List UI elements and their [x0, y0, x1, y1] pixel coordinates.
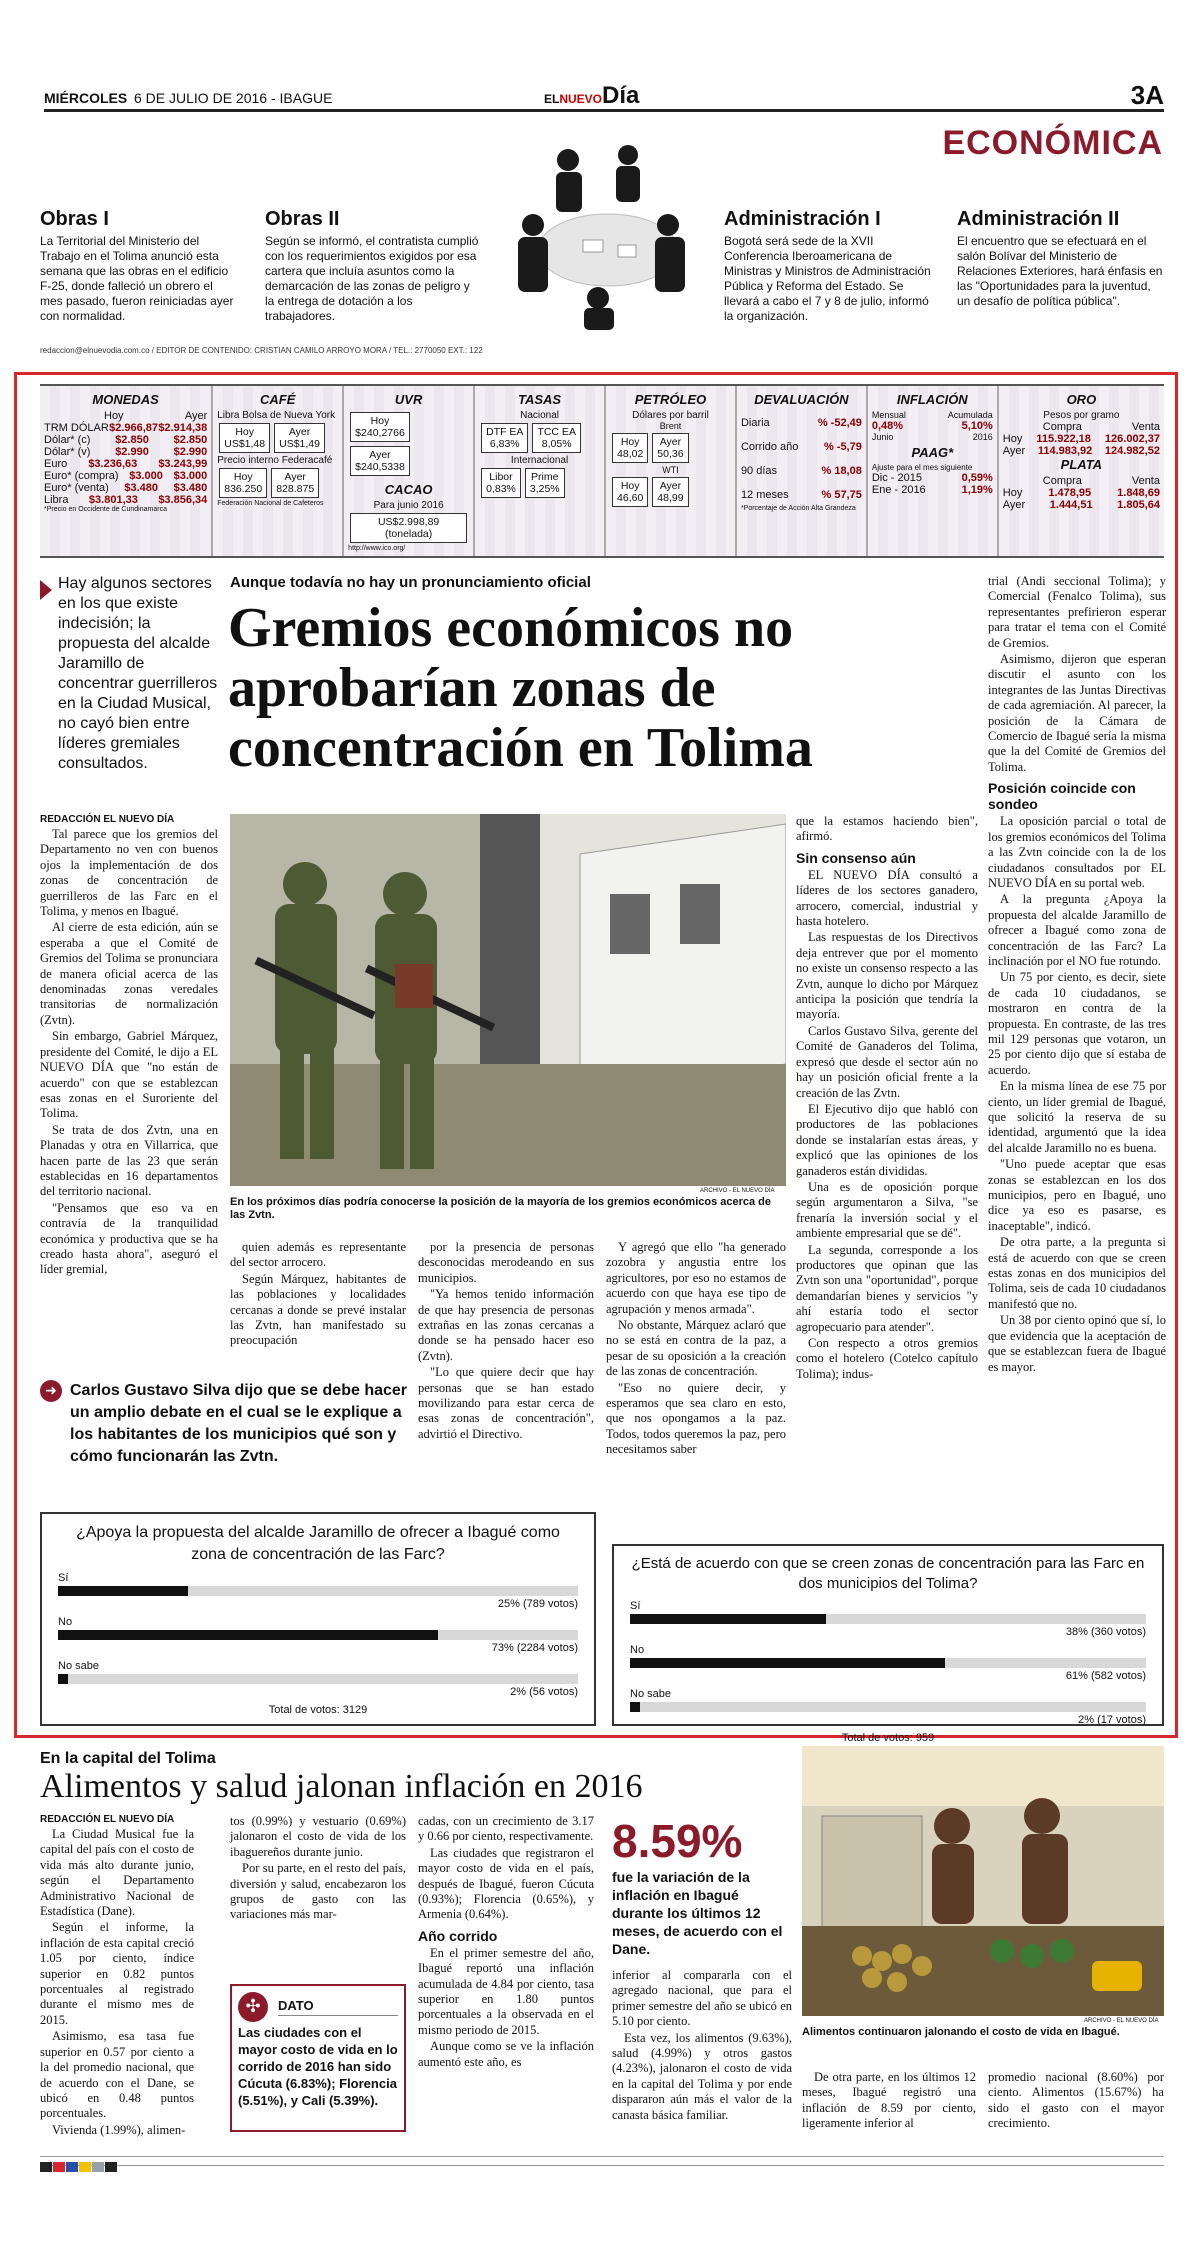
ticker-inflacion: INFLACIÓN Mensual Acumulada 0,48% 5,10% Junio 2016 PAAG* Ajuste para el mes siguiente Dic - 2015 0,59% Ene - 2016 1,19%: [868, 386, 999, 556]
market-photo-caption: Alimentos continuaron jalonando el costo de vida en Ibagué.: [802, 2026, 1120, 2038]
quote-arrow-icon: [40, 580, 52, 600]
arrow-circle-icon: ➜: [40, 1380, 62, 1402]
article2-kicker: En la capital del Tolima: [40, 1750, 216, 1767]
brief-obras-1: Obras I La Territorial del Ministerio del Trabajo en el Tolima anunció esta semana que las obras en el edificio F-25, donde falleció un obrero el mes pasado, fueron reiniciadas ayer con normalidad.: [40, 208, 234, 323]
subhead-ano-corrido: Año corrido: [418, 1927, 498, 1944]
meeting-photo: [498, 130, 708, 330]
poll2-bar-no: [630, 1658, 945, 1668]
quote-box: ➜ Carlos Gustavo Silva dijo que se debe hacer un amplio debate en el cual se le explique a los habitantes de los municipios qué son y cómo funcionarán las Zvtn.: [40, 1380, 410, 1468]
pull-quote: Hay algunos sectores en los que existe indecisión; la propuesta del alcalde Jaramillo de concentrar guerrilleros en la Ciudad Musical, no cayó bien entre líderes gremiales consultados.: [40, 574, 218, 774]
subhead-posicion: Posición coincide con sondeo: [988, 780, 1136, 813]
article-col-2: quien además es representante del sector arrocero. Según Márquez, habitantes de las poblaciones y localidades cercanas a donde se prevé instalar las Zvtn, han manifestado su preocupación: [230, 1240, 406, 1348]
article-col-1: REDACCIÓN EL NUEVO DÍA Tal parece que los gremios del Departamento no ven con buenos ojos la implementación de dos zonas de concentración de guerrilleros de las Farc en el Tolima, y menos en Ibagué. Al cierre de esta edición, aún se esperaba a que el Comité de Gremios del Tolima se pronunciara de manera oficial acerca de las denominadas zonas veredales transitorias de normalización (Zvtn). Sin embargo, Gabriel Márquez, presidente del Comité, le dijo a EL NUEVO DÍA que "no están de acuerdo" con que se establezcan esas zonas en el Suroriente del Tolima. Se trata de dos Zvtn, una en Planadas y otra en Villarrica, que hacen parte de las 23 que serán establecidas en 16 departamentos del territorio nacional. "Pensamos que eso va en contravía de la tranquilidad económica y productiva que se ha creado hasta ahora", aseguró el líder gremial,: [40, 814, 218, 1277]
ticker-devaluacion: DEVALUACIÓN Diaria % -52,49 Corrido año % -5,79 90 días % 18,08 12 meses % 57,75 *Porcentaje de Acción Alta Grandeza: [737, 386, 868, 556]
photo-caption: En los próximos días podría conocerse la posición de la mayoría de los gremios económicos acerca de las Zvtn.: [230, 1196, 772, 1221]
dato-icon: ✣: [238, 1992, 268, 2022]
ticker-cafe: CAFÉ Libra Bolsa de Nueva York Hoy US$1,48Ayer US$1,49 Precio interno Federacafé Hoy 836.250Ayer 828.875 Federación Nacional de Cafeteros: [213, 386, 344, 556]
article2-col-5: De otra parte, en los últimos 12 meses, Ibagué registró una inflación de 8.59 por ciento, ligeramente inferior al: [802, 2070, 976, 2131]
market-photo-credit: ARCHIVO - EL NUEVO DÍA: [1084, 2018, 1159, 2024]
article-col-4: Y agregó que ello "ha generado zozobra y angustia entre los agricultores, por eso no estamos de acuerdo con que haya ese tipo de agrupación y menos armada". No obstante, Márquez aclaró que no se está en contra de la paz, a pesar de su oposición a la creación de las zonas de concentración. "Eso no quiere decir, y esperamos que sea claro en esto, que nos opongamos a la paz. Todos, todos queremos la paz, pero necesitamos saber: [606, 1240, 786, 1457]
ticker-petroleo: PETRÓLEO Dólares por barril Brent Hoy 48,02Ayer 50,36 WTI Hoy 46,60Ayer 48,99: [606, 386, 737, 556]
article2-headline: Alimentos y salud jalonan inflación en 2016: [40, 1768, 643, 1805]
dato-box: ✣ DATO Las ciudades con el mayor costo de vida en lo corrido de 2016 han sido Cúcuta (6.83%); Florencia (5.51%), y Cali (5.39%).: [230, 1984, 406, 2132]
poll-municipios: ¿Está de acuerdo con que se creen zonas de concentración para las Farc en dos municipios del Tolima? Sí 38% (360 votos) No 61% (582 votos) No sabe 2% (17 votos) Total de votos: 959: [612, 1544, 1164, 1726]
article-kicker: Aunque todavía no hay un pronunciamiento oficial: [230, 574, 591, 591]
big-number: 8.59%: [612, 1815, 743, 1867]
ticker-monedas: MONEDAS Hoy Ayer TRM DÓLAR $2.966,87 $2.914,38 Dólar* (c) $2.850 $2.850 Dólar* (v) $2.990 $2.990 Euro $3.236,63 $3.243,99 Euro* (compra) $3.000 $3.000 Euro* (venta) $3.480 $3.480 Libra $3.801,33 $3.856,34 *Precio en Occidente de Cundinamarca: [40, 386, 213, 556]
header-date: MIÉRCOLES: [44, 90, 128, 106]
article2-col-3: cadas, con un crecimiento de 3.17 y 0.66 por ciento, respectivamente. Las ciudades que registraron el mayor costo de vida en el país, después de Ibagué, fueron Cúcuta (0.93%); Florencia (0.65%), y Armenia (0.64%). Año corrido En el primer semestre del año, Ibagué reportó una inflación acumulada de 4.84 por ciento, tasa superior en 1.80 puntos porcentuales a la observada en el mismo periodo de 2015. Aunque como se ve la inflación aumentó este año, es: [418, 1814, 594, 2069]
soldiers-photo: [230, 814, 786, 1186]
brief-administracion-2: Administración II El encuentro que se efectuará en el salón Bolívar del Ministerio de Relaciones Exteriores, hará énfasis en las "Oportunidades para la juventud, un desafío de política pública".: [957, 208, 1163, 308]
editor-line: redaccion@elnuevodia.com.co / EDITOR DE CONTENIDO: CRISTIAN CAMILO ARROYO MORA / TEL.: 2770050 EXT.: 122: [40, 346, 483, 355]
subhead-sin-consenso: Sin consenso aún: [796, 849, 916, 866]
market-ticker: [40, 384, 1164, 558]
brief-obras-2: Obras II Según se informó, el contratista cumplió con los requerimientos exigidos por esa cartera que incluía asuntos como la demarcación de las zonas de peligro y la entrega de dotación a los trabajadores.: [265, 208, 479, 323]
poll1-bar-si: [58, 1586, 188, 1596]
poll1-bar-no: [58, 1630, 438, 1640]
article2-col-1: REDACCIÓN EL NUEVO DÍA La Ciudad Musical fue la capital del país con el costo de vida más alto durante junio, según el Departamento Administrativo Nacional de Estadística (Dane). Según el informe, la inflación de esta capital creció 1.05 por ciento, índice superior en 0.82 puntos porcentuales al registrado durante el mismo mes de 2015. Asimismo, esa tasa fue superior en 0.57 por ciento a la del promedio nacional, que de acuerdo con el Dane, se ubicó en 0.48 puntos porcentuales. Vivienda (1.99%), alimen-: [40, 1814, 194, 2137]
ticker-uvr: UVR Hoy $240,2766Ayer $240,5338 CACAO Para junio 2016 US$2.998,89 (tonelada) http://www.ico.org/: [344, 386, 475, 556]
article-col-6: trial (Andi seccional Tolima); y Comercial (Fenalco Tolima), sus representantes prefirieron esperar para tratar el tema con el Comité de Gremios. Asimismo, dijeron que esperan discutir el asunto con los integrantes de las Juntas Directivas de cada agremiación. Al parecer, la posición de la Cámara de Comercio de Ibagué sería la misma que la del Comité de Gremios del Tolima. Posición coincide con sondeo La oposición parcial o total de los gremios económicos del Tolima a las Zvtn coincide con la de los ciudadanos consultados por EL NUEVO DÍA en su portal web. A la pregunta ¿Apoya la propuesta del alcalde Jaramillo de ofrecer a Ibagué como zona de concentración de las Farc? La inclinación por el NO fue rotundo. Un 75 por ciento, es decir, siete de cada 10 ciudadanos, se mostraron en contra de la propuesta. En contraste, de las tres mil 129 personas que votaron, un 25 por ciento dijo que sí estaba de acuerdo. En la misma línea de ese 75 por ciento, un líder gremial de Ibagué, que solicitó la reserva de su identidad, argumentó que la idea del alcalde Jaramillo no es buena. "Uno puede aceptar que esas zonas se establezcan en los dos municipios, pero en Ibagué, uno dice ya eso es pasarse, es inaceptable", indicó. De otra parte, a la pregunta si está de acuerdo con que se creen estas zonas en dos municipios del Tolima, seis de cada 10 ciudadanos manifestó que no. Un 38 por ciento opinó que sí, lo que evidencia que la aceptación de que se establezcan fuera de Ibagué es mayor.: [988, 574, 1166, 1374]
poll-ibague: ¿Apoya la propuesta del alcalde Jaramillo de ofrecer a Ibagué como zona de concentración de las Farc? Sí 25% (789 votos) No 73% (2284 votos) No sabe 2% (56 votos) Total de votos: 3129: [40, 1512, 596, 1726]
article2-col-6: promedio nacional (8.60%) por ciento. Alimentos (15.67%) ha sido el gasto con el mayor crecimiento.: [988, 2070, 1164, 2131]
photo-credit: ARCHIVO - EL NUEVO DÍA: [700, 1188, 775, 1194]
page-number: 3A: [1130, 80, 1164, 110]
market-photo: [802, 1746, 1164, 2016]
article2-col-4: inferior al compararla con el agregado nacional, que para el primer semestre del año se ubicó en 5.10 por ciento. Esta vez, los alimentos (9.63%), salud (4.99%) y otros gastos (4.23%), jalonaron el costo de vida en la capital del Tolima y por ende dispararon aún más el valor de la canasta básica familiar.: [612, 1968, 792, 2122]
poll2-bar-no-sabe: [630, 1702, 640, 1712]
ticker-tasas: TASAS Nacional DTF EA 6,83%TCC EA 8,05% Internacional Libor 0,83%Prime 3,25%: [475, 386, 606, 556]
color-registration-strip: [40, 2156, 1164, 2166]
article-col-5: que la estamos haciendo bien", afirmó. Sin consenso aún EL NUEVO DÍA consultó a líderes de los sectores ganadero, arrocero, comercial, industrial y hasta hotelero. Las respuestas de los Directivos deja entrever que por el momento no existe un consenso respecto a las Zvtn, aunque lo dicho por Márquez anticipa la posición que tendría la mayoría. Carlos Gustavo Silva, gerente del Comité de Ganaderos del Tolima, expresó que desde el sector aún no hay un posición oficial frente a la creación de las Zvtn. El Ejecutivo dijo que habló con productores de las poblaciones donde se instalarían estas áreas, y explicó que las opiniones de los ganaderos están divididas. Una es de oposición porque según argumentaron a Silva, "se frenaría la inversión social y el ambiente empresarial que se dé". La segunda, corresponde a los productores que opinan que las Zvtn son una "oportunidad", porque demandarían bienes y servicios "y ahí estaría todo el sector agropecuario para atender". Con respecto a otros gremios como el hotelero (Cotelco capítulo Tolima); indus-: [796, 814, 978, 1381]
article-col-3: por la presencia de personas desconocidas merodeando en sus municipios. "Ya hemos tenido información de que hay presencia de personas extrañas en las zonas cercanas a donde se ha pensado hacer eso (Zvtn). "Lo que quiere decir que hay personas que se han estado movilizando para estar cerca de esas zonas de concentración", advirtió el Directivo.: [418, 1240, 594, 1441]
article-headline: Gremios económicos no aprobarían zonas de concentración en Tolima: [228, 597, 813, 779]
poll2-bar-si: [630, 1614, 826, 1624]
section-title: ECONÓMICA: [942, 124, 1163, 162]
article2-col-2: tos (0.99%) y vestuario (0.69%) jalonaron el costo de vida de los ibaguereños durante junio. Por su parte, en el resto del país, diversión y salud, encabezaron los grupos de gasto con las variaciones más mar-: [230, 1814, 406, 1922]
logo: ELNUEVODía: [544, 82, 640, 109]
ticker-oro: ORO Pesos por gramo Compra Venta Hoy 115.922,18 126.002,37 Ayer 114.983,92 124.982,52 PLATA Compra Venta Hoy 1.478,95 1.848,69 Ayer 1.444,51 1.805,64: [999, 386, 1164, 556]
poll1-bar-no-sabe: [58, 1674, 68, 1684]
brief-administracion-1: Administración I Bogotá será sede de la XVII Conferencia Iberoamericana de Ministras y Ministros de Administración Pública y Reforma del Estado. Se llevará a cabo el 7 y 8 de julio, informó la organización.: [724, 208, 931, 323]
page-header: [44, 80, 1164, 112]
header-date-rest: 6 DE JULIO DE 2016 - IBAGUE: [134, 90, 333, 106]
big-number-text: fue la variación de la inflación en Ibagué durante los últimos 12 meses, de acuerdo con el Dane.: [612, 1869, 783, 1957]
